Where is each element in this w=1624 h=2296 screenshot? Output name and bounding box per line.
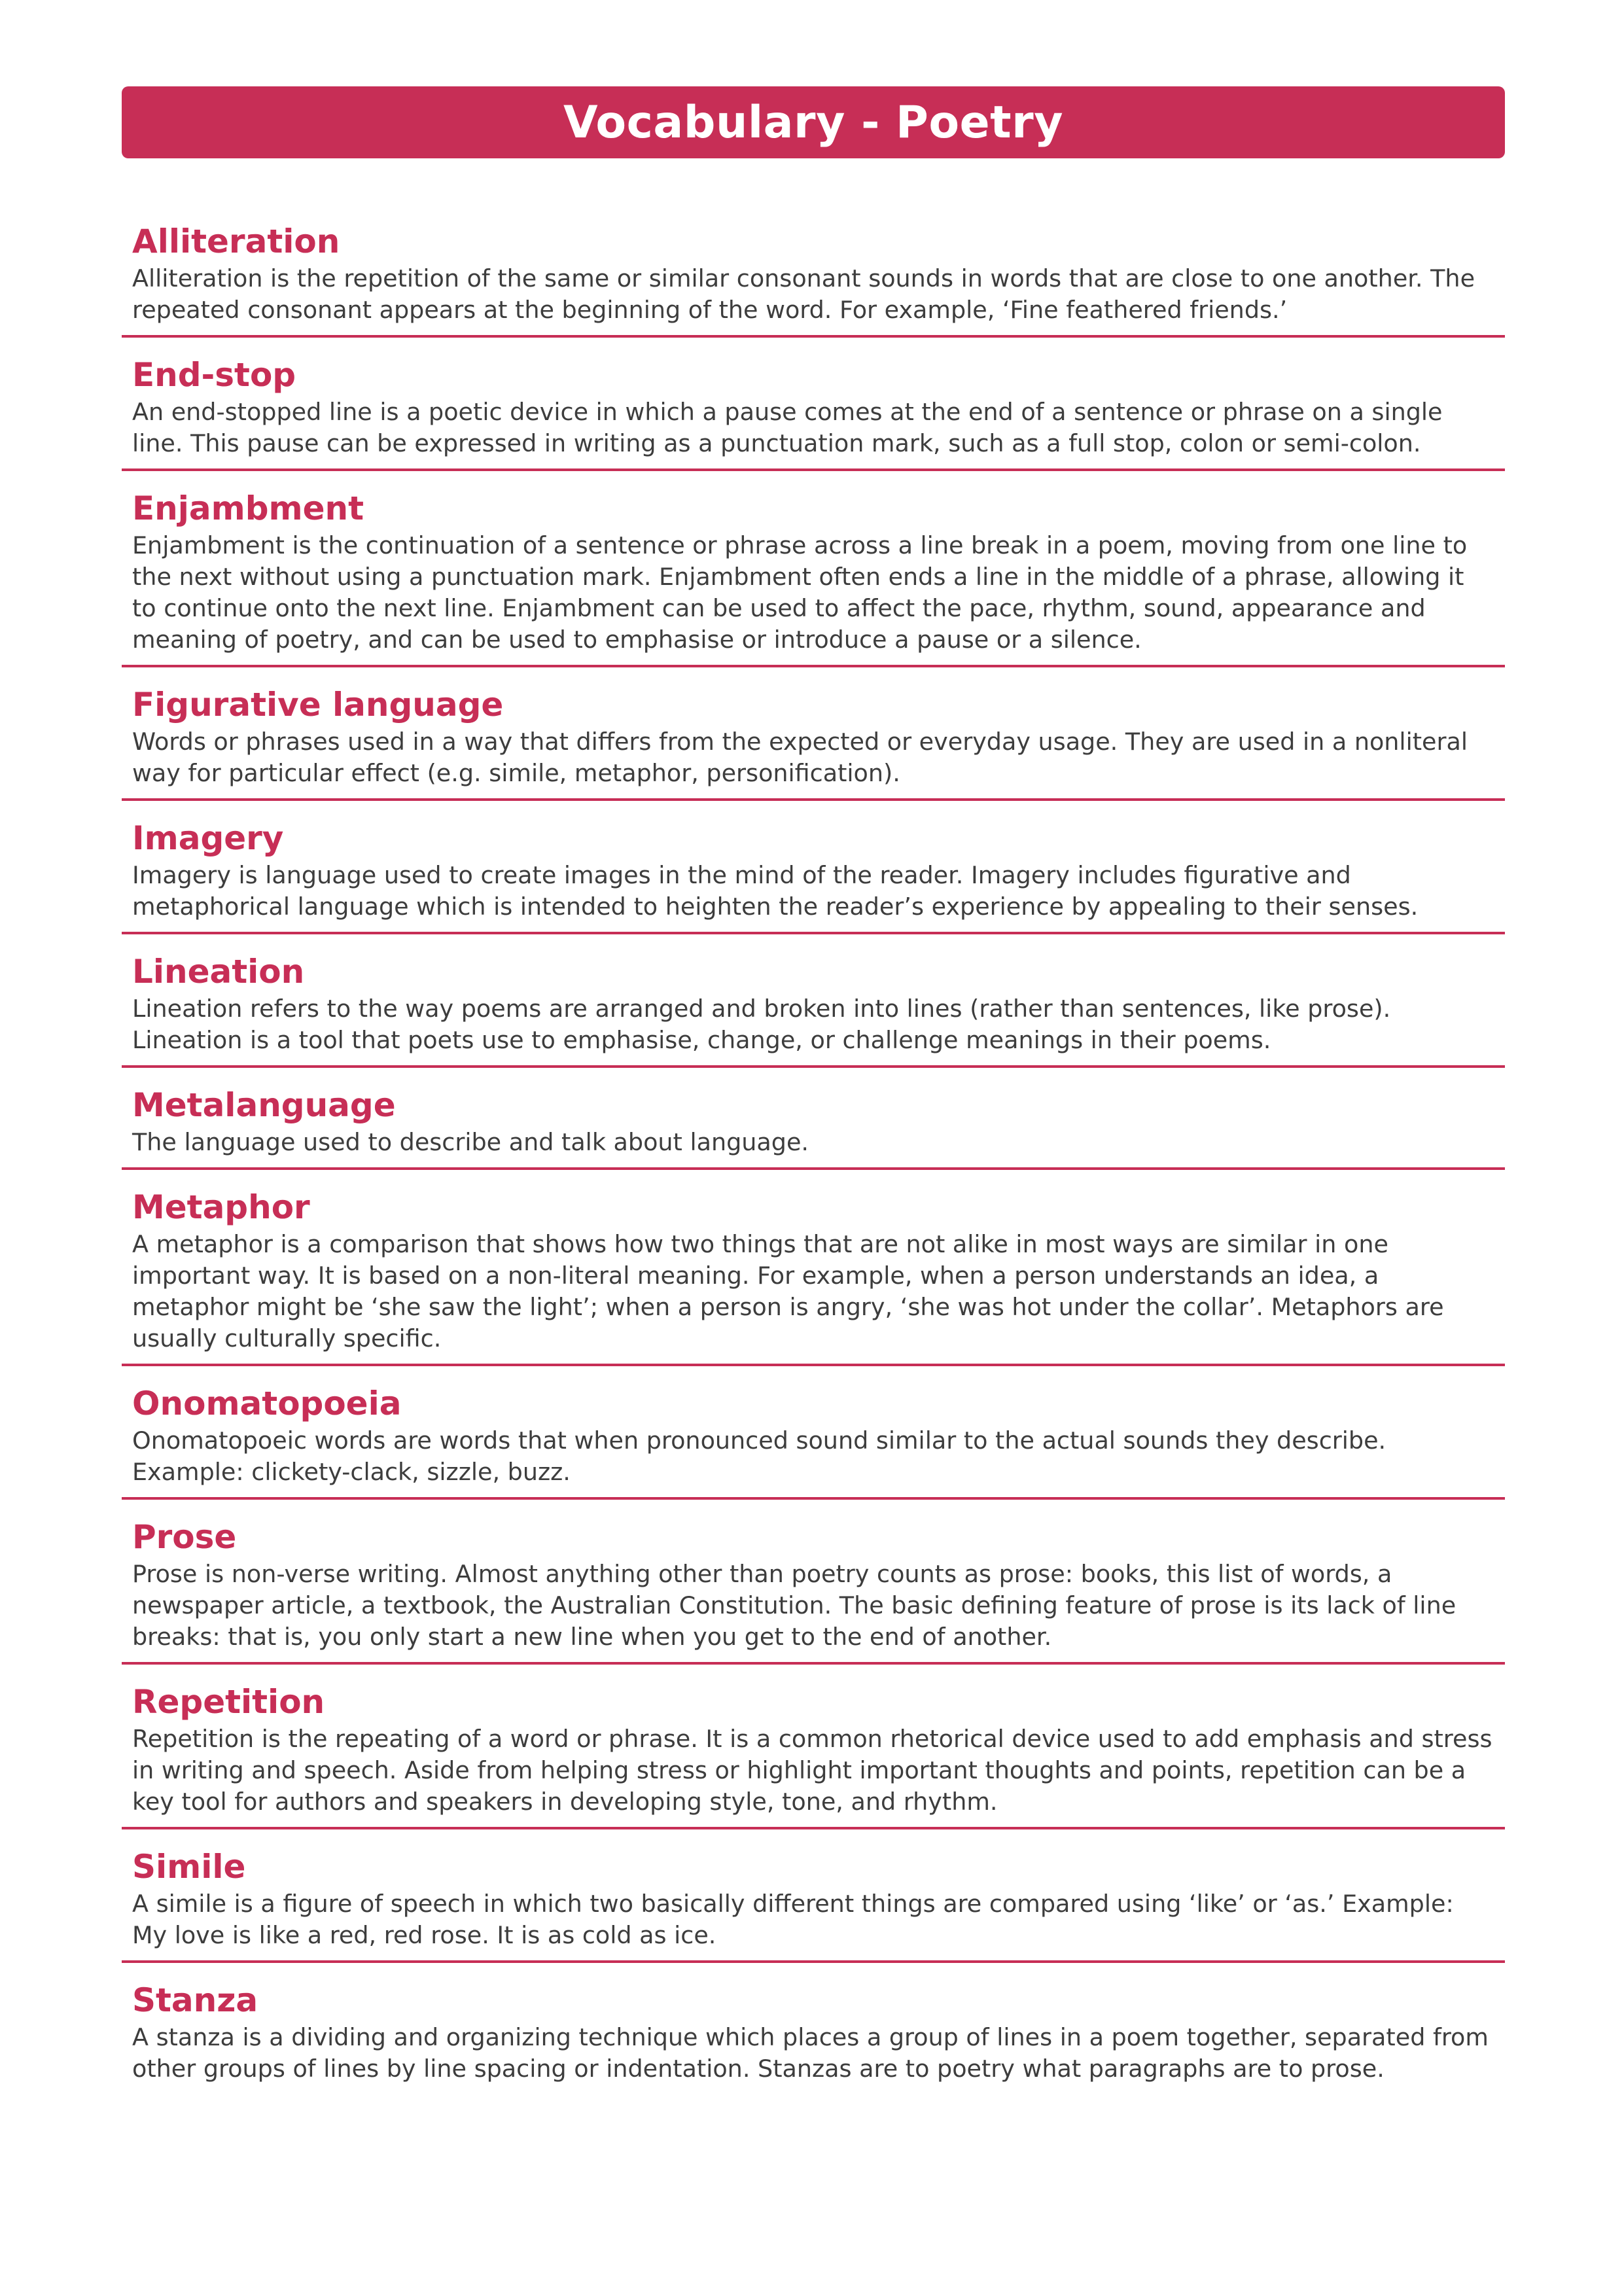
entry-term: End-stop [132, 356, 296, 394]
entry-term: Prose [132, 1518, 237, 1556]
vocabulary-list [122, 221, 1505, 2085]
entry-alliteration [122, 221, 1505, 326]
entry-term: Alliteration [132, 222, 340, 260]
entry-definition: Imagery is language used to create images in the mind of the reader. Imagery includes figurative and metaphorical language which is intended to heighten the reader’s experience by appealing to their senses. [132, 861, 1419, 921]
entry-term: Metaphor [132, 1188, 310, 1226]
entry-end-stop [122, 355, 1505, 459]
entry-divider [122, 1827, 1505, 1829]
entry-definition: The language used to describe and talk about language. [132, 1128, 809, 1156]
entry-metaphor [122, 1187, 1505, 1354]
entry-repetition [122, 1682, 1505, 1818]
entry-definition: Enjambment is the continuation of a sentence or phrase across a line break in a poem, moving from one line to the next without using a punctuation mark. Enjambment often ends a line in the middle of a phrase, allowing it to continue onto the next line. Enjambment can be used to affect the pace, rhythm, sound, appearance and meaning of poetry, and can be used to emphasise or introduce a pause or a silence. [132, 531, 1468, 654]
entry-divider [122, 335, 1505, 338]
entry-divider [122, 665, 1505, 667]
entry-definition: Onomatopoeic words are words that when pronounced sound similar to the actual sounds they describe. Example: clickety-clack, sizzle, buzz. [132, 1426, 1386, 1486]
entry-term: Lineation [132, 953, 305, 991]
entry-imagery [122, 818, 1505, 923]
entry-term: Repetition [132, 1683, 325, 1721]
entry-term: Simile [132, 1848, 246, 1886]
entry-term: Metalanguage [132, 1086, 396, 1124]
title-banner [122, 86, 1505, 158]
entry-divider [122, 1960, 1505, 1963]
vocabulary-sheet [122, 86, 1505, 2085]
entry-definition: Prose is non-verse writing. Almost anything other than poetry counts as prose: books, this list of words, a newspaper article, a textbook, the Australian Constitution. The basic defining feature of prose is its lack of line breaks: that is, you only start a new line when you get to the end of another. [132, 1560, 1456, 1651]
entry-term: Onomatopoeia [132, 1385, 402, 1422]
entry-stanza [122, 1980, 1505, 2085]
entry-definition: Words or phrases used in a way that differs from the expected or everyday usage. They are used in a nonliteral way for particular effect (e.g. simile, metaphor, personification). [132, 728, 1468, 787]
entry-term: Enjambment [132, 489, 364, 527]
entry-divider [122, 932, 1505, 934]
entry-divider [122, 1065, 1505, 1068]
entry-definition: Lineation refers to the way poems are arranged and broken into lines (rather than sentences, like prose). Lineation is a tool that poets use to emphasise, change, or challenge meanings in their poems. [132, 995, 1391, 1054]
entry-definition: A stanza is a dividing and organizing technique which places a group of lines in a poem together, separated from other groups of lines by line spacing or indentation. Stanzas are to poetry what paragraphs are to prose. [132, 2023, 1489, 2083]
entry-divider [122, 1364, 1505, 1366]
entry-divider [122, 798, 1505, 801]
entry-definition: Repetition is the repeating of a word or phrase. It is a common rhetorical device used to add emphasis and stress in writing and speech. Aside from helping stress or highlight important thoughts and points, repetition can be a key tool for authors and speakers in developing style, tone, and rhythm. [132, 1725, 1492, 1816]
entry-simile [122, 1846, 1505, 1951]
entry-lineation [122, 951, 1505, 1056]
entry-divider [122, 1662, 1505, 1665]
entry-term: Figurative language [132, 686, 504, 724]
entry-divider [122, 1497, 1505, 1500]
entry-figurative-language [122, 684, 1505, 789]
page-title: Vocabulary - Poetry [563, 96, 1064, 149]
entry-definition: An end-stopped line is a poetic device in which a pause comes at the end of a sentence or phrase on a single line. This pause can be expressed in writing as a punctuation mark, such as a full stop, colon or semi-colon. [132, 398, 1443, 457]
entry-definition: A simile is a figure of speech in which two basically different things are compared using ‘like’ or ‘as.’ Example: My love is like a red, red rose. It is as cold as ice. [132, 1890, 1454, 1949]
entry-term: Imagery [132, 819, 284, 857]
entry-divider [122, 1167, 1505, 1170]
entry-definition: Alliteration is the repetition of the same or similar consonant sounds in words that are close to one another. The repeated consonant appears at the beginning of the word. For example, ‘Fine feathered friends.’ [132, 264, 1475, 324]
entry-enjambment [122, 488, 1505, 656]
entry-onomatopoeia [122, 1383, 1505, 1488]
entry-divider [122, 468, 1505, 471]
entry-prose [122, 1517, 1505, 1653]
entry-definition: A metaphor is a comparison that shows how two things that are not alike in most ways are similar in one important way. It is based on a non-literal meaning. For example, when a person understands an idea, a metaphor might be ‘she saw the light’; when a person is angry, ‘she was hot under the collar’. Metaphors are usually culturally specific. [132, 1230, 1444, 1352]
entry-term: Stanza [132, 1981, 258, 2019]
entry-metalanguage [122, 1085, 1505, 1158]
